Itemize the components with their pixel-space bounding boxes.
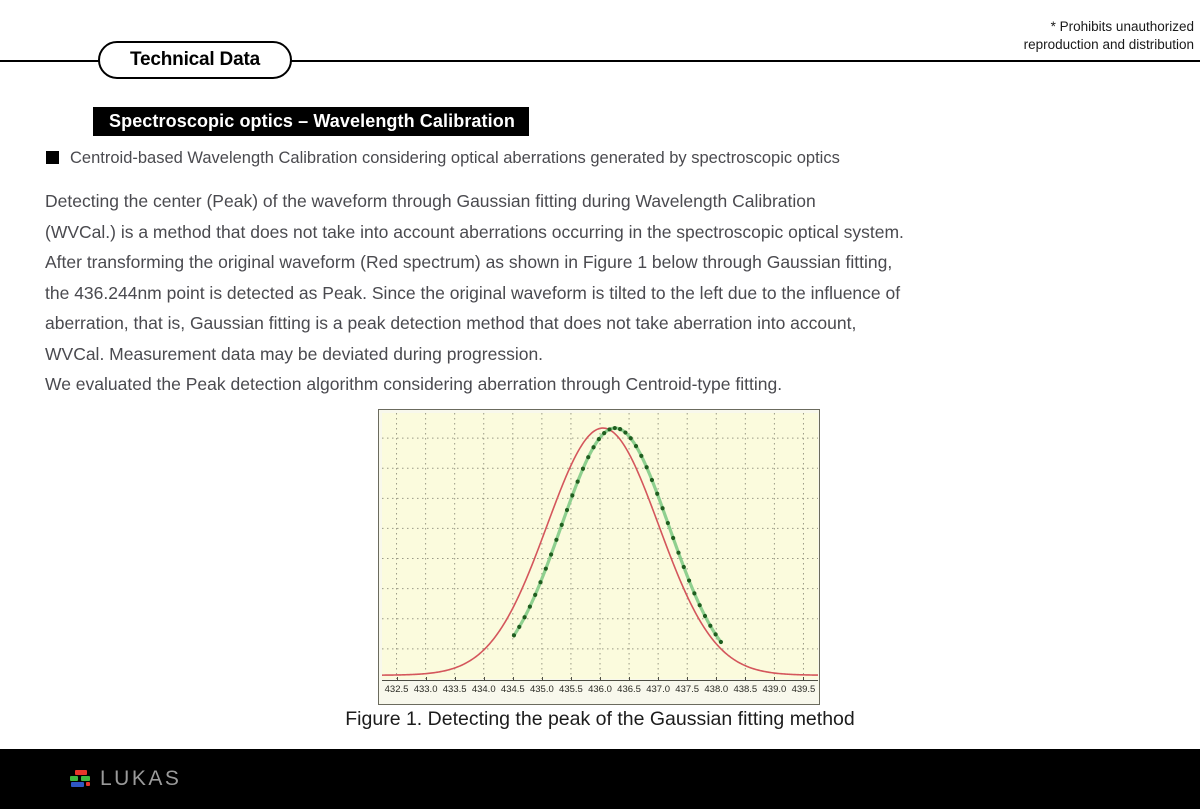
x-tick-mark: [716, 677, 717, 681]
x-tick-label: 433.5: [442, 684, 467, 695]
body-line: (WVCal.) is a method that does not take into account aberrations occurring in the spectroscopic optical system.: [45, 221, 904, 242]
x-tick-mark: [455, 677, 456, 681]
bullet-item: [46, 149, 840, 168]
square-bullet-icon: [46, 151, 59, 164]
notice-line-1: * Prohibits unauthorized: [1050, 19, 1194, 34]
x-tick-mark: [426, 677, 427, 681]
x-tick-label: 439.5: [791, 684, 816, 695]
footer-bar: [0, 749, 1200, 809]
body-paragraph: [45, 186, 1160, 400]
x-tick-label: 433.0: [413, 684, 438, 695]
notice-line-2: reproduction and distribution: [1023, 37, 1194, 53]
x-tick-mark: [397, 677, 398, 681]
body-line: aberration, that is, Gaussian fitting is a peak detection method that does not take aberration into account,: [45, 313, 857, 333]
x-tick-label: 432.5: [384, 684, 409, 695]
section-banner-title: Spectroscopic optics – Wavelength Calibration: [109, 111, 515, 131]
x-tick-mark: [803, 677, 804, 681]
lukas-logo-mark-icon: [70, 769, 91, 790]
x-tick-label: 436.5: [617, 684, 641, 695]
x-tick-mark: [774, 677, 775, 681]
figure-1-chart: [378, 409, 820, 705]
x-tick-mark: [542, 677, 543, 681]
x-tick-label: 434.0: [471, 684, 496, 695]
x-axis-tick-labels: [382, 684, 818, 700]
x-tick-mark: [513, 677, 514, 681]
body-line: We evaluated the Peak detection algorithm considering aberration through Centroid-type fitting.: [45, 374, 783, 394]
technical-data-badge: [98, 41, 292, 79]
lukas-logo: [70, 767, 181, 791]
x-tick-label: 437.0: [646, 684, 671, 695]
x-tick-label: 437.5: [675, 684, 700, 695]
x-tick-mark: [571, 677, 572, 681]
x-tick-mark: [745, 677, 746, 681]
copyright-notice: [874, 18, 1194, 54]
x-tick-label: 435.0: [529, 684, 554, 695]
x-tick-label: 436.0: [588, 684, 612, 695]
x-tick-label: 438.5: [733, 684, 758, 695]
figure-caption: Figure 1. Detecting the peak of the Gaussian fitting method: [345, 708, 855, 730]
x-tick-label: 439.0: [762, 684, 787, 695]
body-line: WVCal. Measurement data may be deviated during progression.: [45, 343, 544, 364]
chart-x-axis: [382, 680, 818, 702]
bullet-item-label: Centroid-based Wavelength Calibration considering optical aberrations generated by spectroscopic optics: [70, 149, 840, 167]
x-tick-mark: [484, 677, 485, 681]
body-line: After transforming the original waveform (Red spectrum) as shown in Figure 1 below through Gaussian fitting,: [45, 252, 893, 272]
x-tick-mark: [600, 677, 601, 681]
x-tick-label: 434.5: [500, 684, 525, 695]
x-tick-label: 435.5: [559, 684, 583, 695]
x-tick-label: 438.0: [704, 684, 729, 695]
lukas-wordmark: LUKAS: [100, 767, 182, 790]
chart-svg: [382, 413, 818, 679]
chart-plot-area: [382, 413, 818, 679]
x-axis-tick-marks: [382, 677, 818, 681]
body-line: Detecting the center (Peak) of the waveform through Gaussian fitting during Wavelength Calibration: [45, 191, 816, 211]
x-tick-mark: [658, 677, 659, 681]
section-banner: [93, 107, 529, 136]
body-line: the 436.244nm point is detected as Peak. Since the original waveform is tilted to the left due to the influence of: [45, 282, 901, 303]
x-tick-mark: [687, 677, 688, 681]
technical-data-label: Technical Data: [130, 49, 260, 70]
x-tick-mark: [629, 677, 630, 681]
